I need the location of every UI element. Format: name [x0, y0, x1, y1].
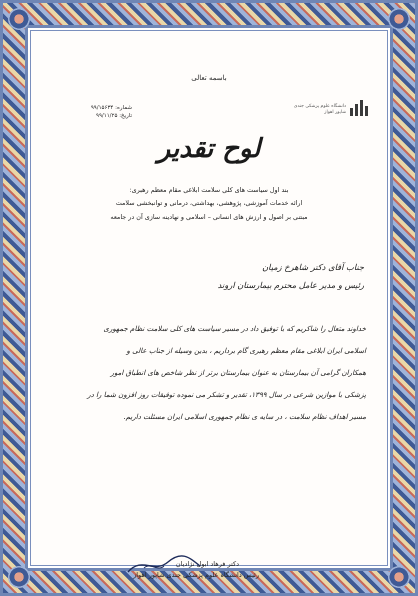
signatory-name: دکتر فرهاد ابول نژادیان	[175, 560, 239, 568]
corner-ornament-icon	[388, 8, 410, 30]
body-line: اسلامی ایران ابلاغی مقام معظم رهبری گام برداریم ، بدین وسیله از جناب عالی و	[126, 346, 366, 355]
recipient-position: رئیس و مدیر عامل محترم بیمارستان اروند	[217, 280, 364, 290]
decree-text	[52, 184, 366, 224]
decree-line: مبتنی بر اصول و ارزش های انسانی – اسلامی و نهادینه سازی آن در جامعه	[110, 212, 308, 221]
logo-caption: دانشگاه علوم پزشکی جندی شاپور اهواز	[293, 104, 346, 115]
body-line: همکاران گرامی آن بیمارستان به عنوان بیمارستان برتر از نظر شاخص های انطباق امور	[110, 368, 366, 377]
document-number: شماره: ۹۹/۱۵۶۳۴	[90, 105, 132, 111]
university-logo-icon	[348, 96, 370, 118]
certificate-content	[34, 34, 384, 579]
decree-line: ارائه خدمات آموزشی، پژوهشی، بهداشتی، درمانی و توانبخشی سلامت	[115, 199, 303, 208]
certificate-body	[52, 318, 366, 428]
recipient-name: جناب آقای دکتر شاهرخ زمیان	[262, 262, 364, 272]
body-line: خداوند متعال را شاکریم که با توفیق داد در مسیر سیاست های کلی سلامت نظام جمهوری	[103, 324, 366, 333]
salutation	[54, 258, 364, 294]
document-meta	[42, 104, 132, 120]
corner-ornament-icon	[388, 566, 410, 588]
signatory-title: رئیس دانشگاه علوم پزشکی جندی شاپور اهواز	[133, 571, 259, 579]
corner-ornament-icon	[8, 566, 30, 588]
document-date: تاریخ: ۹۹/۱۱/۲۵	[96, 113, 132, 119]
body-line: پزشکی با موازین شرعی در سال ۱۳۹۹، تقدیر و تشکر می نموده توفیقات روز افزون شما را در	[87, 390, 366, 399]
page-title: لوح تقدیر	[157, 134, 261, 164]
corner-ornament-icon	[8, 8, 30, 30]
body-line: مسیر اهداف نظام سلامت ، در سایه ی نظام جمهوری اسلامی ایران مسئلت داریم.	[123, 412, 366, 421]
decree-line: بند اول سیاست های کلی سلامت ابلاغی مقام معظم رهبری:	[129, 186, 289, 194]
basmala: باسمه تعالی	[191, 74, 227, 82]
